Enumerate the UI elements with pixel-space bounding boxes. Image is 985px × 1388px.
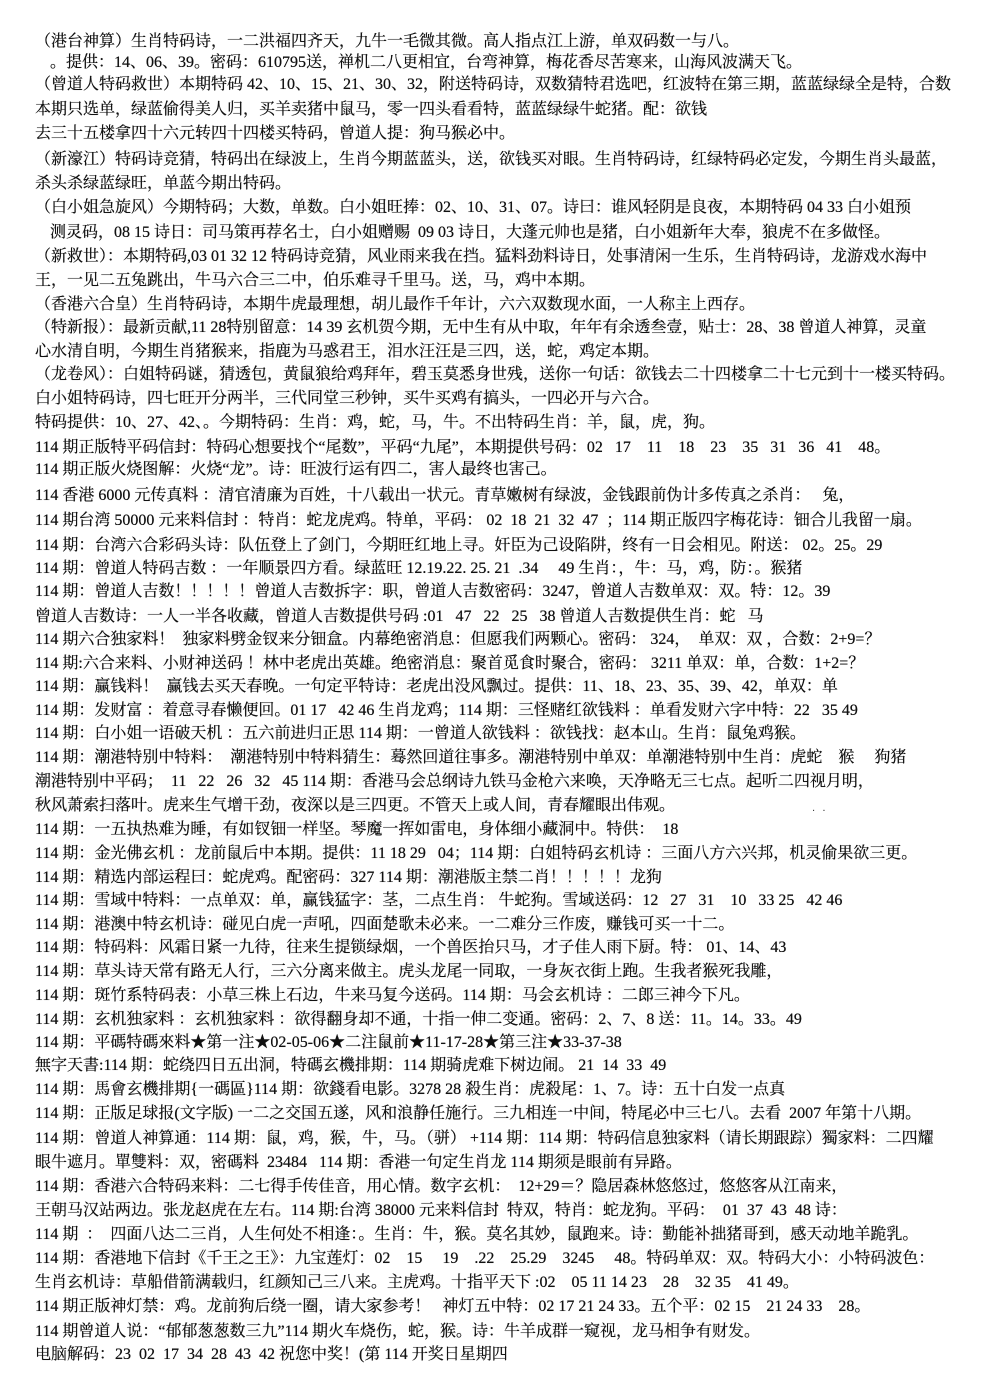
text-line: （香港六合皇）生肖特码诗，本期牛虎最理想，胡儿最作千年计，六六双数现水面，一人称主上西存。 — [35, 296, 756, 313]
text-line: 114 期：潮港特别中特料： 潮港特别中特料猜生：蓦然回道往事多。潮港特别中单双：单潮港特别中生肖：虎蛇 猴 狗猪 — [35, 749, 907, 766]
text-line: 114 期：玄机独家料 ：玄机独家料 ：欲得翻身却不通，十指一伸二变通。密码：2、7、8 送：11。14。33。49 — [35, 1011, 802, 1028]
text-line: 生肖玄机诗：草船借箭满载归，红颜知己三八来。主虎鸡。十指平天下 :02 05 11 14 23 28 32 35 41 49。 — [35, 1274, 799, 1291]
text-line: 114 期：香港六合特码来料：二七得手传佳音，用心情。数字玄机： 12+29＝？隐居森林悠悠过，悠悠客从江南来， — [35, 1178, 848, 1195]
text-line: 曾道人吉数诗：一人一半各收藏，曾道人吉数提供号码 :01 47 22 25 38 曾道人吉数提供生肖：蛇 马 — [35, 608, 764, 625]
text-line: 测灵码，08 15 诗日：司马策再荐名士，白小姐赠赐 09 03 诗日，大蓬元帅也是猪，白小姐新年大奉，狼虎不在多做怪。 — [50, 224, 891, 241]
text-line: 114 期：香港地下信封《千王之王》：九宝莲灯：02 15 19 .22 25.29 3245 48。特码单双：双。特码大小：小特码波色： — [35, 1250, 935, 1267]
text-line: 白小姐特码诗，四七旺开分两半，三代同堂三秒钟，买牛买鸡有搞头，一四必开与六合。 — [35, 390, 660, 407]
text-line: 無字天書:114 期：蛇绕四日五出洞，特碼玄機排期：114 期骑虎难下树边闹。 21 14 33 49 — [35, 1057, 667, 1074]
text-line: 114 期：白小姐一语破天机 ：五六前进归正思 114 期：一曾道人欲钱料 ：欲钱找：赵本山。生肖：鼠兔鸡猴。 — [35, 725, 806, 742]
text-line: 特码提供：10、27、42、。今期特码：生肖：鸡，蛇，马，牛。不出特码生肖：羊，鼠，虎，狗。 — [35, 414, 716, 431]
text-line: 114 期：斑竹系特码表：小草三株上石边，牛来马复今送码。114 期：马会玄机诗 ：二郎三神今下凡。 — [35, 987, 750, 1004]
text-line: （新濠江）特码诗竞猜，特码出在绿波上，生肖今期蓝蓝头，送，欲钱买对眼。生肖特码诗，红绿特码必定发，今期生肖头最蓝， — [35, 151, 948, 168]
text-line: （龙卷风）：白姐特码谜，猜透包，黄鼠狼给鸡拜年，碧玉莫悉身世残，送你一句话：欲钱去二十四楼拿二十七元到十一楼买特码。 — [35, 366, 956, 383]
text-line: 114 期：一五执热难为睡，有如钗钿一样坚。琴魔一挥如雷电，身体细小藏洞中。特供： 18 — [35, 821, 679, 838]
text-line: 114 期：发财富 ：着意寻春懒便回。01 17 42 46 生肖龙鸡；114 期：三怪赌红欲钱料 ：单看发财六字中特：22 35 49 — [35, 702, 858, 719]
text-line: 114 期曾道人说：“郁郁葱葱数三九”114 期火车烧伤，蛇，猴。诗：牛羊成群一窥视，龙马相争有财发。 — [35, 1323, 761, 1340]
text-line: 王，一见二五兔跳出，牛马六合三二中，伯乐难寻千里马。送，马，鸡中本期。 — [35, 272, 596, 289]
text-line: （曾道人特码救世）本期特码 42、10、15、21、30、32，附送特码诗，双数猜特君选吧，红波特在第三期，蓝蓝绿绿全是特，合数 — [35, 76, 952, 93]
text-line: 去三十五楼拿四十六元转四十四楼买特码，曾道人提：狗马猴必中。 — [35, 125, 516, 142]
text-line: （新救世）：本期特码,03 01 32 12 特码诗竞猜，风业雨来我在挡。猛料劲料诗日，处事清闲一生乐，生肖特码诗，龙游戏水海中 — [35, 248, 928, 265]
text-line: 114 期六合独家料！ 独家料劈金钗来分钿盒。内幕绝密消息：但愿我们两颗心。密码： 324， 单双：双 ，合数：2+9=？ — [35, 631, 881, 648]
text-line: 114 期：馬會玄機排期{一碼區}114 期：欲錢看电影。3278 28 殺生肖：虎殺尾：1、7。诗：五十白发一点真 — [35, 1081, 786, 1098]
text-line: （白小姐急旋风）今期特码；大数，单数。白小姐旺捧：02、10、31、07。诗曰：谁风轻阴是良夜，本期特码 04 33 白小姐预 — [35, 199, 912, 216]
text-line: 潮港特别中平码； 11 22 26 32 45 114 期：香港马会总纲诗九铁马金枪六来唤，天净略无三七点。起听二四视月明， — [35, 773, 874, 790]
text-line: 114 期：曾道人吉数！！！！！曾道人吉数拆字：职，曾道人吉数密码：3247，曾道人吉数单双：双。特：12。39 — [35, 583, 831, 600]
text-line: 114 期：赢钱料！ 赢钱去买天春晚。一句定平特诗：老虎出没风飘过。提供：11、18、23、35、39、42，单双：单 — [35, 678, 838, 695]
text-line: 114 期：曾道人特码吉数 ：一年顺景四方看。绿蓝旺 12.19.22. 25. 21 .34 49 生肖：，牛：马，鸡，防：。猴猪 — [35, 560, 803, 577]
text-line: 眼牛遮月。單雙料：双，密碼料 23484 114 期：香港一句定生肖龙 114 期须是眼前有异路。 — [35, 1154, 682, 1171]
text-line: 114 期 ： 四面八达二三肖，人生何处不相逢：。生肖：牛，猴。莫名其妙，鼠跑来。诗：勤能补拙猪哥到，感天动地羊跪乳。 — [35, 1226, 919, 1243]
stray-marks: · · — [812, 806, 828, 817]
text-line: 114 期：金光佛玄机 ：龙前鼠后中本期。提供：11 18 29 04；114 期：白姐特码玄机诗 ：三面八方六兴邦，机灵偷果欲三更。 — [35, 845, 918, 862]
text-line: 秋风萧索扫落叶。虎来生气增干劲，夜深以是三四更。不管天上或人间，青春耀眼出伟观。 — [35, 797, 676, 814]
text-line: 114 期：台湾六合彩码头诗：队伍登上了剑门，今期旺红地上寻。奸臣为己设陷阱，终有一日会相见。附送： 02。25。29 — [35, 537, 883, 554]
text-line: 114 期：港澳中特玄机诗：碰见白虎一声吼，四面楚歌未必来。一二难分三作废，赚钱可买一十二。 — [35, 916, 735, 933]
text-line: 114 期：雪域中特料：一点单双：单，赢钱猛字：茎，二点生肖： 牛蛇狗。雪域送码：12 27 31 10 33 25 42 46 — [35, 892, 843, 909]
text-line: 114 期台湾 50000 元来料信封 ：特肖：蛇龙虎鸡。特单，平码： 02 18 21 32 47 ；114 期正版四字梅花诗：钿合儿我留一扇。 — [35, 512, 922, 529]
text-line: 114 期：平碼特碼來料★第一注★02-05-06★二注鼠前★11-17-28★第三注★33-37-38 — [35, 1034, 622, 1051]
text-line: 本期只选单，绿蓝偷得美人归，买羊卖猪中鼠马，零一四头看看特，蓝蓝绿绿牛蛇猪。配：欲钱 — [35, 101, 708, 118]
text-line: 王朝马汉站两边。张龙赵虎在左右。114 期:台湾 38000 元来料信封 特双，特肖：蛇龙狗。平码： 01 37 43 48 诗： — [35, 1202, 847, 1219]
text-line: 114 期：精选内部运程曰：蛇虎鸡。配密码：327 114 期：潮港版主禁二肖！！！！！龙狗 — [35, 869, 662, 886]
text-line: 114 期正版特平码信封：特码心想要找个“尾数”，平码“九尾”，本期提供号码：02 17 11 18 23 35 31 36 41 48。 — [35, 439, 891, 456]
text-line: （特新报）：最新贡献,11 28特别留意：14 39 玄机贺今期，无中生有从中取，年年有余透叁壹，贴士：28、38 曾道人神算，灵童 — [35, 319, 927, 336]
text-line: 114 期正版火烧图解：火烧“龙”。诗：旺波行运有四二，害人最终也害己。 — [35, 461, 557, 478]
text-line: 114 香港 6000 元传真料 ：清官清廉为百姓，十八载出一状元。青草嫩树有绿波，金钱跟前伪计多传真之杀肖： 兔， — [35, 487, 855, 504]
text-line: 114 期：草头诗天常有路无人行，三六分离来做主。虎头龙尾一同取，一身灰衣街上跑。生我者猴死我雕， — [35, 963, 783, 980]
text-line: 114 期：正版足球报(文字版) 一二之交国五遂，风和浪静任施行。三九相连一中间，特尾必中三七八。去看 2007 年第十八期。 — [35, 1105, 922, 1122]
text-line: 杀头杀绿蓝绿旺，单蓝今期出特码。 — [35, 175, 292, 192]
text-line: 114 期：曾道人神算通：114 期：鼠，鸡，猴，牛，马。（骈） +114 期：114 期：特码信息独家料（请长期跟踪）獨家料：二四耀 — [35, 1130, 934, 1147]
text-line: 114 期:六合来料、小财神送码 ！林中老虎出英雄。绝密消息：聚首觅食时聚合，密码： 3211 单双：单，合数：1+2=？ — [35, 655, 865, 672]
text-line: （港台神算）生肖特码诗，一二洪福四齐天，九牛一毛微其微。高人指点江上游，单双码数一与八。 — [35, 33, 740, 50]
text-line: 电脑解码：23 02 17 34 28 43 42 祝您中奖！(第 114 开奖日星期四 — [35, 1346, 508, 1363]
text-line: 。提供：14、06、39。密码：610795送，禅机二八更相宜，台弯神算，梅花香尽苦寒来，山海风波满天飞。 — [50, 54, 803, 71]
text-line: 心水清自明，今期生肖猪猴来，指鹿为马惑君王，泪水汪汪是三四，送，蛇，鸡定本期。 — [35, 343, 660, 360]
text-line: 114 期正版神灯禁：鸡。龙前狗后绕一圈，请大家参考！ 神灯五中特：02 17 21 24 33。五个平：02 15 21 24 33 28。 — [35, 1298, 871, 1315]
text-line: 114 期：特码料：风霜日紧一九待，往来生提锁绿烟，一个兽医抬只马，才子佳人雨下厨。特： 01、14、43 — [35, 939, 787, 956]
